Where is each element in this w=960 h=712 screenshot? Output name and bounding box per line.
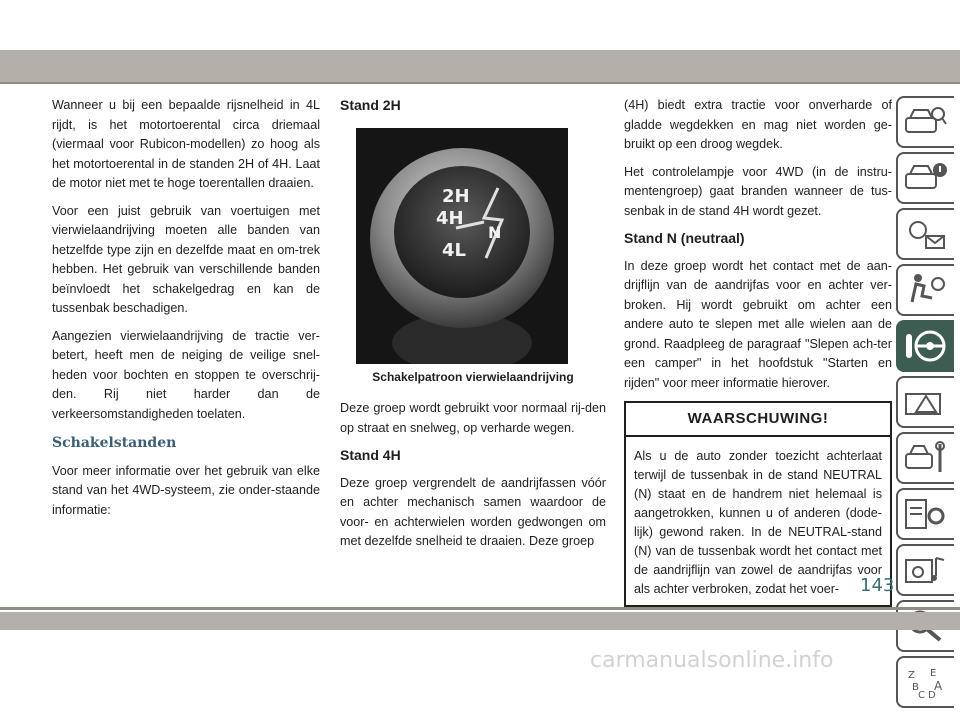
svg-text:B: B	[912, 682, 919, 693]
knob-label-2h: 2H	[442, 185, 470, 207]
heading-stand-2h: Stand 2H	[340, 97, 401, 113]
shift-knob-image	[356, 128, 568, 364]
seat-airbag-icon	[904, 272, 948, 308]
svg-text:D: D	[928, 690, 936, 700]
tab-car-warning[interactable]	[896, 376, 954, 428]
knob-label-4h: 4H	[436, 207, 464, 229]
index-letters-icon	[904, 664, 948, 700]
column-2	[340, 96, 606, 560]
paragraph-4h-cont: (4H) biedt extra tractie voor onverharde of gladde wegdekken en mag niet worden ge-bruikt op een droog wegdek.	[624, 98, 892, 151]
paragraph-4l-rpm: Wanneer u bij een bepaalde rijsnelheid in 4L rijdt, is het motortoerental circa driemaal (viermaal voor Rubicon-modellen) zo hoog als het motortoerental in de standen 2H of 4H. Laat de motor niet met te hoge toerentallen draaien.	[52, 98, 320, 190]
car-search-icon	[904, 104, 948, 140]
column-1	[52, 96, 320, 528]
paragraph-tires: Voor een juist gebruik van voertuigen met vierwielaandrijving moeten alle banden van hetzelfde type zijn en dezelfde maat en om-trek hebben. Het gebruik van verschillende banden beïnvloedt het schakelgedrag en kan de tussenbak beschadigen.	[52, 203, 320, 315]
car-wrench-icon	[904, 440, 948, 476]
paragraph-neutral: In deze groep wordt het contact met de aan-drijflijn van de aandrijfas voor en achter ver-broken. Hij wordt gebruikt om achter een andere auto te slepen met alle wielen aan de grond. Raadpleeg de paragraaf "Slepen ach-ter een camper" in het hoofdstuk "Starten en rijden" voor meer informatie hierover.	[624, 258, 892, 390]
heading-stand-n: Stand N (neutraal)	[624, 230, 745, 246]
tab-car-search[interactable]	[896, 96, 954, 148]
svg-text:E: E	[930, 668, 937, 679]
warning-text: Als u de auto zonder toezicht achterlaat terwijl de tussenbak in de stand NEUTRAL (N) staat en de handrem niet helemaal is aangetrokken, kunnen u of anderen (dode-lijk) gewond raken. In de NEUTRAL-stand (N) van de tussenbak wordt het contact met de aandrijflijn van zowel de aandrijfas voor als achter verbroken, zodat het voer-	[634, 448, 882, 596]
svg-text:Z: Z	[908, 670, 915, 681]
tab-warning-lights[interactable]	[896, 208, 954, 260]
warning-title: WAARSCHUWING!	[626, 403, 890, 437]
tab-car-info[interactable]	[896, 152, 954, 204]
svg-text:C: C	[918, 690, 925, 700]
section-title-schakelstanden: Schakelstanden	[52, 435, 177, 451]
spec-gear-icon	[904, 496, 948, 532]
tab-steering-wheel[interactable]	[896, 320, 954, 372]
watermark: carmanualsonline.info	[590, 648, 834, 673]
multimedia-icon	[904, 552, 948, 588]
heading-stand-4h: Stand 4H	[340, 447, 401, 463]
shift-knob-photo	[356, 128, 568, 364]
knob-label-n: N	[488, 222, 502, 242]
page-number: 143	[860, 575, 895, 596]
paragraph-2h: Deze groep wordt gebruikt voor normaal rij-den op straat en snelweg, op verharde wegen.	[340, 401, 606, 435]
header-band	[0, 50, 960, 82]
tab-seat-airbag[interactable]	[896, 264, 954, 316]
paragraph-4h: Deze groep vergrendelt de aandrijfassen vóór en achter mechanisch samen waardoor de voor- en achterwielen worden gedwongen om met dezelfde snelheid te draaien. Deze groep	[340, 475, 606, 548]
footer-rule	[0, 607, 960, 610]
paragraph-traction: Aangezien vierwielaandrijving de tractie ver-betert, heeft men de neiging de veilige snel-heden voor bochten en stoppen te overschrij-den. Rij niet harder dan de verkeersomstandigheden toelaten.	[52, 328, 320, 421]
steering-wheel-icon	[904, 328, 948, 364]
car-warning-icon	[904, 384, 948, 420]
footer-band	[0, 612, 960, 630]
warning-box	[624, 401, 895, 607]
knob-label-4l: 4L	[442, 239, 466, 261]
warning-lights-icon	[904, 216, 948, 252]
tab-car-wrench[interactable]	[896, 432, 954, 484]
car-info-icon	[904, 160, 948, 196]
header-rule	[0, 82, 960, 84]
tab-specifications[interactable]	[896, 488, 954, 540]
paragraph-4wd-lamp: Het controlelampje voor 4WD (in de instru-mentengroep) gaat branden wanneer de tus-senbak in de stand 4H wordt gezet.	[624, 164, 892, 218]
paragraph-info: Voor meer informatie over het gebruik van elke stand van het 4WD-systeem, zie onder-staande informatie:	[52, 463, 320, 517]
column-3	[624, 96, 895, 607]
svg-text:A: A	[934, 679, 943, 693]
photo-caption: Schakelpatroon vierwielaandrijving	[372, 369, 574, 384]
tab-multimedia[interactable]	[896, 544, 954, 596]
tab-index[interactable]	[896, 656, 954, 708]
